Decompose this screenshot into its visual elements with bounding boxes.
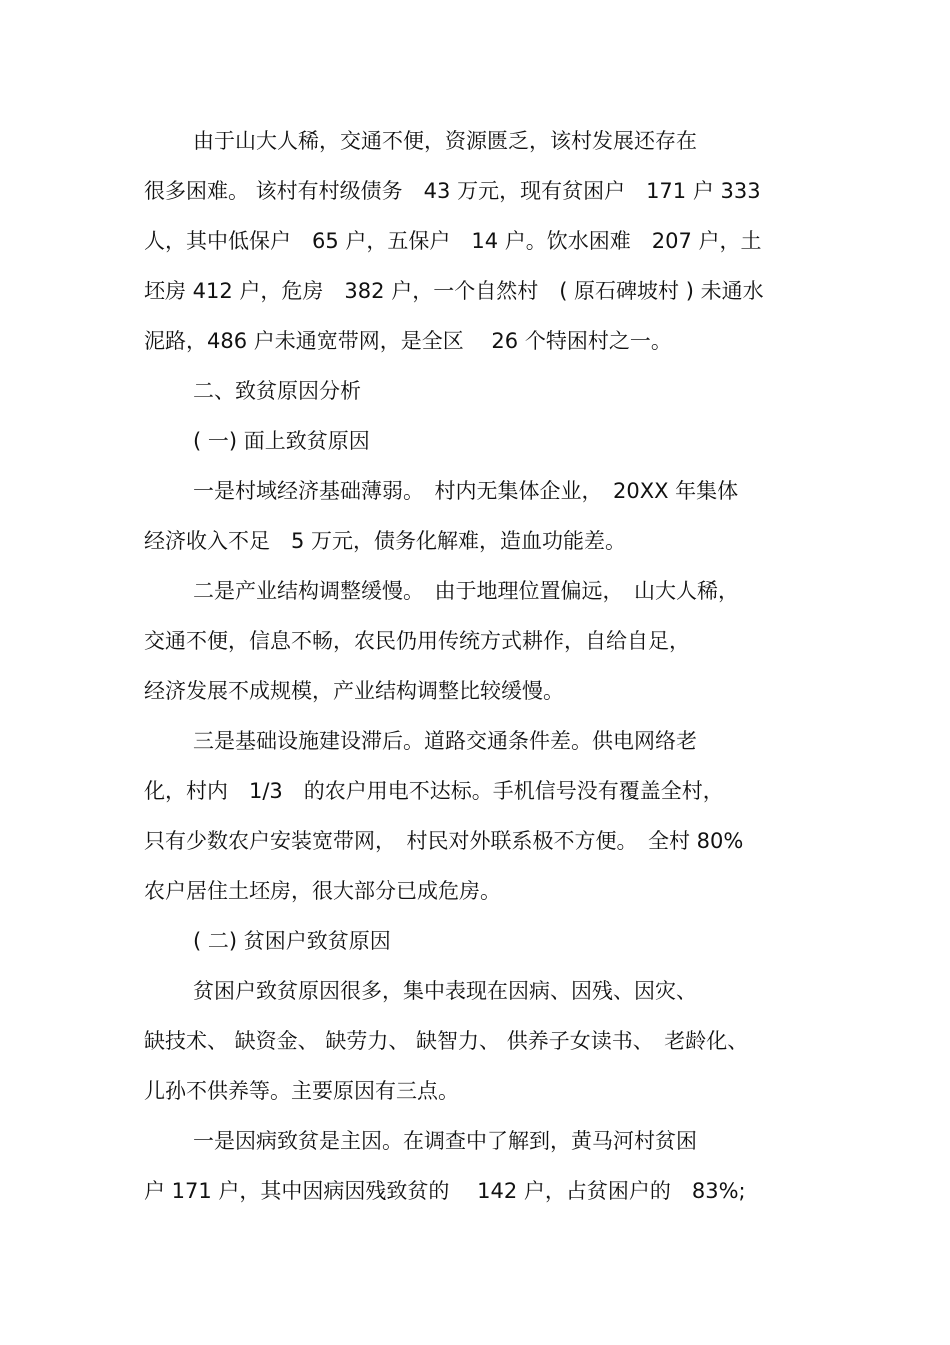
paragraph-line: 经济发展不成规模，产业结构调整比较缓慢。 — [144, 679, 564, 703]
paragraph-line: 经济收入不足 5 万元，债务化解难，造血功能差。 — [144, 529, 627, 553]
paragraph-line: 泥路，486 户未通宽带网，是全区 26 个特困村之一。 — [144, 329, 672, 353]
subsection-heading: ( 一) 面上致贫原因 — [193, 429, 370, 453]
paragraph-line: 户 171 户，其中因病因残致贫的 142 户，占贫困户的 83%; — [144, 1179, 746, 1203]
paragraph-line: 只有少数农户安装宽带网， 村民对外联系极不方便。 全村 80% — [144, 829, 744, 853]
paragraph-line: 人，其中低保户 65 户，五保户 14 户。饮水困难 207 户，土 — [144, 229, 762, 253]
section-heading: 二、致贫原因分析 — [193, 379, 361, 403]
paragraph-line: 贫困户致贫原因很多，集中表现在因病、因残、因灾、 — [193, 979, 697, 1003]
paragraph-line: 缺技术、 缺资金、 缺劳力、 缺智力、 供养子女读书、 老龄化、 — [144, 1029, 749, 1053]
paragraph-line: 一是因病致贫是主因。在调查中了解到，黄马河村贫困 — [193, 1129, 697, 1153]
paragraph-line: 交通不便，信息不畅，农民仍用传统方式耕作，自给自足， — [144, 629, 690, 653]
paragraph-line: 二是产业结构调整缓慢。 由于地理位置偏远， 山大人稀， — [193, 579, 739, 603]
paragraph-line: 化，村内 1/3 的农户用电不达标。手机信号没有覆盖全村， — [144, 779, 724, 803]
paragraph-line: 由于山大人稀，交通不便，资源匮乏，该村发展还存在 — [193, 129, 697, 153]
paragraph-line: 儿孙不供养等。主要原因有三点。 — [144, 1079, 459, 1103]
paragraph-line: 农户居住土坯房，很大部分已成危房。 — [144, 879, 501, 903]
paragraph-line: 坯房 412 户，危房 382 户，一个自然村 ( 原石碑坡村 ) 未通水 — [144, 279, 764, 303]
paragraph-line: 很多困难。 该村有村级债务 43 万元，现有贫困户 171 户 333 — [144, 179, 761, 203]
paragraph-line: 一是村域经济基础薄弱。 村内无集体企业， 20XX 年集体 — [193, 479, 739, 503]
paragraph-line: 三是基础设施建设滞后。道路交通条件差。供电网络老 — [193, 729, 697, 753]
subsection-heading: ( 二) 贫困户致贫原因 — [193, 929, 391, 953]
